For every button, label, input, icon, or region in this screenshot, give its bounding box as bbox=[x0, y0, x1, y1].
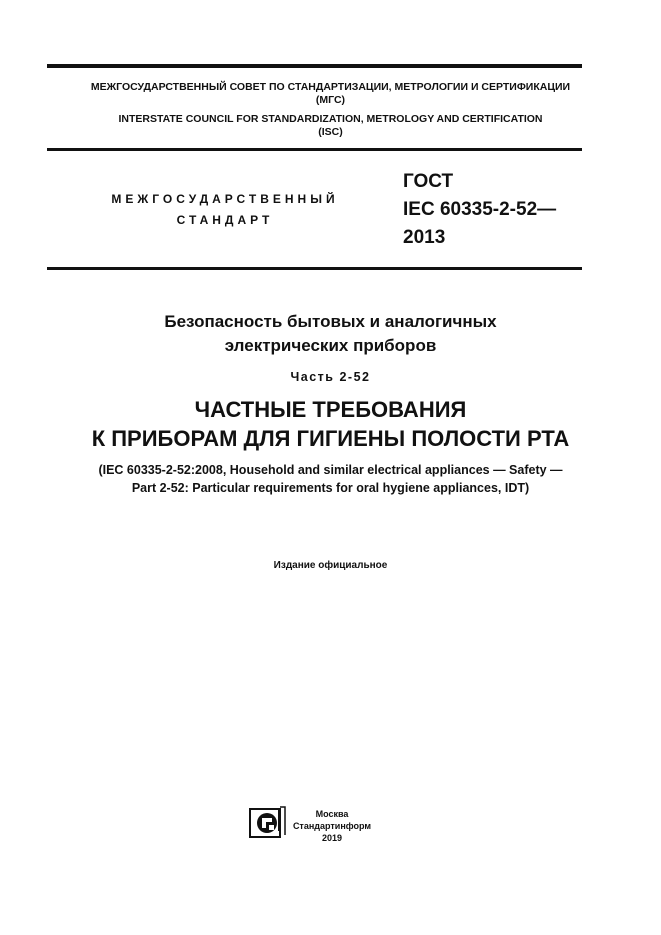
subtitle-line1: ЧАСТНЫЕ ТРЕБОВАНИЯ bbox=[194, 397, 467, 422]
standard-number: IEC 60335-2-52— bbox=[403, 199, 557, 220]
publisher-year: 2019 bbox=[321, 833, 343, 843]
title-line1: Безопасность бытовых и аналогичных bbox=[164, 312, 497, 331]
iec-reference-line1: (IEC 60335-2-52:2008, Household and similar electrical appliances — Safety — bbox=[98, 463, 563, 477]
council-abbr-en: (ISC) bbox=[318, 126, 343, 138]
standard-year: 2013 bbox=[403, 227, 446, 248]
part-number: Часть 2-52 bbox=[290, 370, 371, 384]
designation-rule bbox=[47, 267, 582, 270]
publisher-logo-icon bbox=[249, 805, 287, 839]
standard-type-line2: СТАНДАРТ bbox=[176, 213, 274, 227]
council-abbr-ru: (МГС) bbox=[315, 94, 346, 106]
council-name-en: INTERSTATE COUNCIL FOR STANDARDIZATION, METROLOGY AND CERTIFICATION bbox=[118, 113, 543, 125]
header-rule bbox=[47, 148, 582, 151]
council-name-ru: МЕЖГОСУДАРСТВЕННЫЙ СОВЕТ ПО СТАНДАРТИЗАЦИИ, МЕТРОЛОГИИ И СЕРТИФИКАЦИИ bbox=[90, 81, 571, 93]
title-line2: электрических приборов bbox=[224, 336, 437, 355]
edition-label: Издание официальное bbox=[273, 560, 388, 571]
publisher-name: Стандартинформ bbox=[292, 821, 372, 831]
publisher-city: Москва bbox=[315, 809, 349, 819]
subtitle-line2: К ПРИБОРАМ ДЛЯ ГИГИЕНЫ ПОЛОСТИ РТА bbox=[91, 426, 570, 451]
iec-reference-line2: Part 2-52: Particular requirements for oral hygiene appliances, IDT) bbox=[131, 481, 530, 495]
top-thick-rule bbox=[47, 64, 582, 68]
standard-type-line1: МЕЖГОСУДАРСТВЕННЫЙ bbox=[111, 192, 339, 206]
gost-label: ГОСТ bbox=[403, 171, 454, 192]
